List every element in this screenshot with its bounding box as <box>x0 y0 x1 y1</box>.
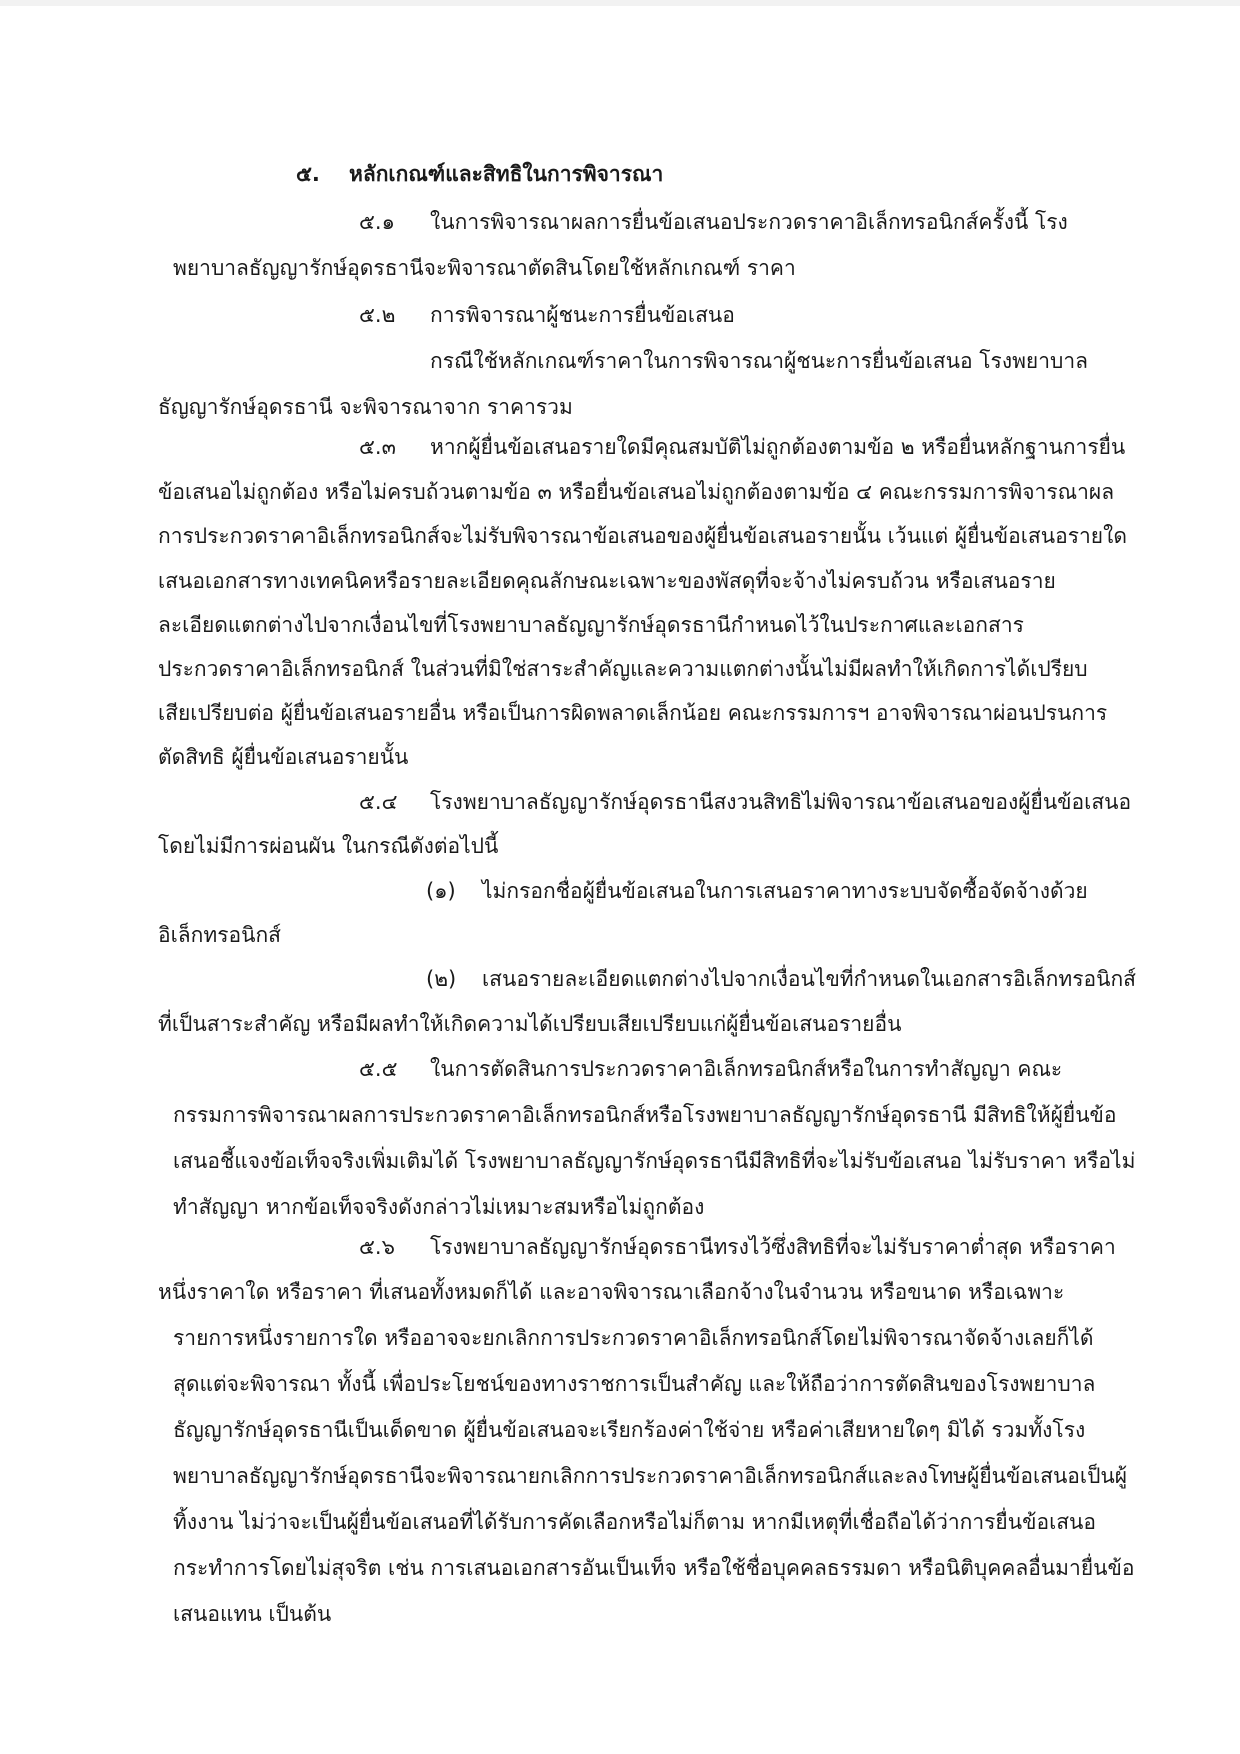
clause-5-3-line: ประกวดราคาอิเล็กทรอนิกส์ ในส่วนที่มิใช่สาระสำคัญและความแตกต่างนั้นไม่มีผลทำให้เกิดการได้เปรียบ <box>158 657 1088 681</box>
clause-5-6-line: รายการหนึ่งรายการใด หรืออาจจะยกเลิกการประกวดราคาอิเล็กทรอนิกส์โดยไม่พิจารณาจัดจ้างเลยก็ได้ <box>173 1326 1094 1350</box>
item-1-line: ไม่กรอกชื่อผู้ยื่นข้อเสนอในการเสนอราคาทางระบบจัดซื้อจัดจ้างด้วย <box>482 879 1088 903</box>
clause-5-6-line: กระทำการโดยไม่สุจริต เช่น การเสนอเอกสารอันเป็นเท็จ หรือใช้ชื่อบุคคลธรรมดา หรือนิติบุคคลอื่นมายื่นข้อ <box>173 1556 1135 1580</box>
clause-5-4-line: โรงพยาบาลธัญญารักษ์อุดรธานีสงวนสิทธิไม่พิจารณาข้อเสนอของผู้ยื่นข้อเสนอ <box>430 790 1132 814</box>
clause-5-4-line: โดยไม่มีการผ่อนผัน ในกรณีดังต่อไปนี้ <box>158 834 499 858</box>
clause-5-5-line: ทำสัญญา หากข้อเท็จจริงดังกล่าวไม่เหมาะสมหรือไม่ถูกต้อง <box>173 1195 705 1219</box>
clause-5-1-line: พยาบาลธัญญารักษ์อุดรธานีจะพิจารณาตัดสินโดยใช้หลักเกณฑ์ ราคา <box>173 256 796 280</box>
clause-5-6-line: เสนอแทน เป็นต้น <box>173 1602 332 1626</box>
item-2-line: ที่เป็นสาระสำคัญ หรือมีผลทำให้เกิดความได้เปรียบเสียเปรียบแก่ผู้ยื่นข้อเสนอรายอื่น <box>158 1012 902 1036</box>
clause-5-6-line: พยาบาลธัญญารักษ์อุดรธานีจะพิจารณายกเลิกการประกวดราคาอิเล็กทรอนิกส์และลงโทษผู้ยื่นข้อเสนอเป็นผู้ <box>173 1464 1128 1488</box>
clause-5-2-line: การพิจารณาผู้ชนะการยื่นข้อเสนอ <box>430 303 735 327</box>
item-2-line: เสนอรายละเอียดแตกต่างไปจากเงื่อนไขที่กำหนดในเอกสารอิเล็กทรอนิกส์ <box>482 967 1136 991</box>
clause-5-3-line: เสนอเอกสารทางเทคนิคหรือรายละเอียดคุณลักษณะเฉพาะของพัสดุที่จะจ้างไม่ครบถ้วน หรือเสนอราย <box>158 569 1056 593</box>
clause-5-5-line: กรรมการพิจารณาผลการประกวดราคาอิเล็กทรอนิกส์หรือโรงพยาบาลธัญญารักษ์อุดรธานี มีสิทธิให้ผู้ยื่นข้อ <box>173 1103 1117 1127</box>
clause-5-3-line: ตัดสิทธิ ผู้ยื่นข้อเสนอรายนั้น <box>158 745 409 769</box>
clause-5-5-line: เสนอชี้แจงข้อเท็จจริงเพิ่มเติมได้ โรงพยาบาลธัญญารักษ์อุดรธานีมีสิทธิที่จะไม่รับข้อเสนอ ไม่รับราคา หรือไม่ <box>173 1149 1136 1173</box>
clause-5-5-line: ในการตัดสินการประกวดราคาอิเล็กทรอนิกส์หรือในการทำสัญญา คณะ <box>430 1057 1063 1081</box>
clause-5-3-line: เสียเปรียบต่อ ผู้ยื่นข้อเสนอรายอื่น หรือเป็นการผิดพลาดเล็กน้อย คณะกรรมการฯ อาจพิจารณาผ่อนปรนการ <box>158 701 1108 725</box>
clause-number-5-3: ๕.๓ <box>359 435 396 459</box>
clause-5-6-line: สุดแต่จะพิจารณา ทั้งนี้ เพื่อประโยชน์ของทางราชการเป็นสำคัญ และให้ถือว่าการตัดสินของโรงพยาบาล <box>173 1372 1096 1396</box>
clause-5-2-line: ธัญญารักษ์อุดรธานี จะพิจารณาจาก ราคารวม <box>158 395 573 419</box>
clause-number-5-6: ๕.๖ <box>359 1235 395 1259</box>
clause-number-5-2: ๕.๒ <box>359 303 396 327</box>
item-number-1: (๑) <box>426 879 456 903</box>
clause-number-5-5: ๕.๕ <box>359 1057 398 1081</box>
clause-5-6-line: ธัญญารักษ์อุดรธานีเป็นเด็ดขาด ผู้ยื่นข้อเสนอจะเรียกร้องค่าใช้จ่าย หรือค่าเสียหายใดๆ มิได้ รวมทั้งโรง <box>173 1418 1086 1442</box>
clause-5-6-line: หนึ่งราคาใด หรือราคา ที่เสนอทั้งหมดก็ได้ และอาจพิจารณาเลือกจ้างในจำนวน หรือขนาด หรือเฉพาะ <box>158 1280 1065 1304</box>
section-number: ๕. <box>296 162 320 186</box>
clause-5-6-line: ทิ้งงาน ไม่ว่าจะเป็นผู้ยื่นข้อเสนอที่ได้รับการคัดเลือกหรือไม่ก็ตาม หากมีเหตุที่เชื่อถือได้ว่าการยื่นข้อเสนอ <box>173 1510 1097 1534</box>
clause-5-3-line: การประกวดราคาอิเล็กทรอนิกส์จะไม่รับพิจารณาข้อเสนอของผู้ยื่นข้อเสนอรายนั้น เว้นแต่ ผู้ยื่นข้อเสนอรายใด <box>158 524 1127 548</box>
clause-5-3-line: หากผู้ยื่นข้อเสนอรายใดมีคุณสมบัติไม่ถูกต้องตามข้อ ๒ หรือยื่นหลักฐานการยื่น <box>430 435 1126 459</box>
clause-5-6-line: โรงพยาบาลธัญญารักษ์อุดรธานีทรงไว้ซึ่งสิทธิที่จะไม่รับราคาต่ำสุด หรือราคา <box>430 1235 1116 1259</box>
clause-number-5-1: ๕.๑ <box>359 210 395 234</box>
item-number-2: (๒) <box>426 967 457 991</box>
clause-5-2-line: กรณีใช้หลักเกณฑ์ราคาในการพิจารณาผู้ชนะการยื่นข้อเสนอ โรงพยาบาล <box>430 349 1089 373</box>
clause-5-3-line: ข้อเสนอไม่ถูกต้อง หรือไม่ครบถ้วนตามข้อ ๓ หรือยื่นข้อเสนอไม่ถูกต้องตามข้อ ๔ คณะกรรมการพิจารณาผล <box>158 480 1115 504</box>
section-title: หลักเกณฑ์และสิทธิในการพิจารณา <box>349 162 664 186</box>
clause-number-5-4: ๕.๔ <box>359 790 398 814</box>
clause-5-3-line: ละเอียดแตกต่างไปจากเงื่อนไขที่โรงพยาบาลธัญญารักษ์อุดรธานีกำหนดไว้ในประกาศและเอกสาร <box>158 613 1024 637</box>
item-1-line: อิเล็กทรอนิกส์ <box>158 923 281 947</box>
scan-edge <box>0 0 1240 6</box>
clause-5-1-line: ในการพิจารณาผลการยื่นข้อเสนอประกวดราคาอิเล็กทรอนิกส์ครั้งนี้ โรง <box>430 210 1068 234</box>
